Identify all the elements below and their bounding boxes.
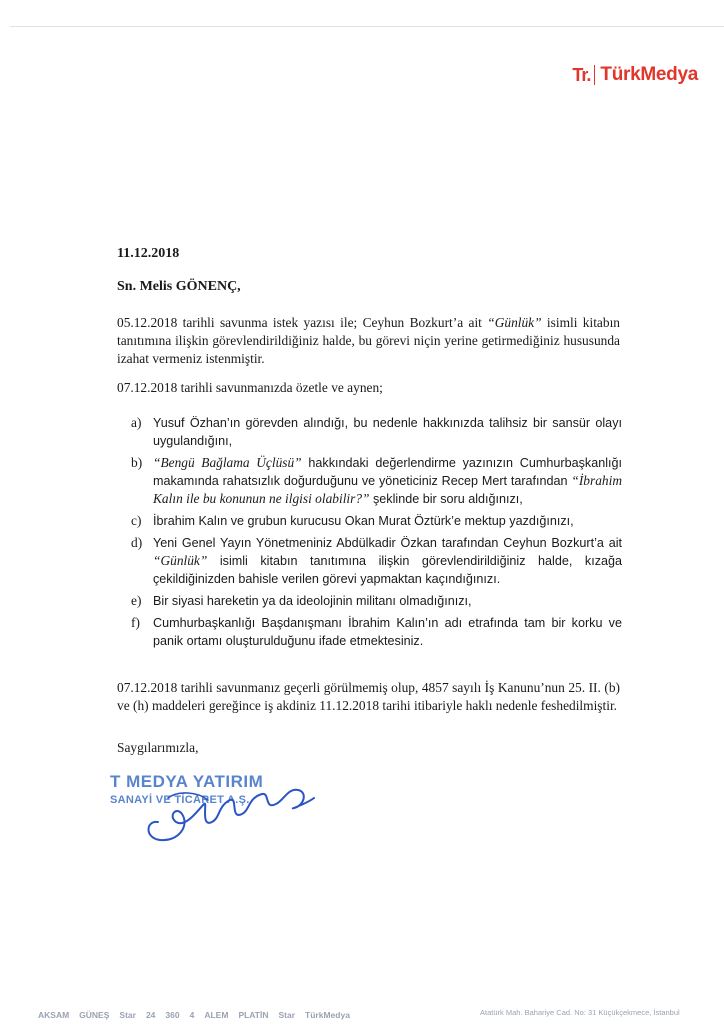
list-item — [117, 614, 622, 650]
stamp-line-1: T MEDYA YATIRIM — [110, 772, 264, 791]
brand-4-logo: 4 — [189, 1010, 195, 1020]
stamp-line-2: SANAYİ VE TİCARET A.Ş. — [110, 794, 250, 806]
brand-star-logo: Star — [119, 1010, 136, 1020]
brand-star-gazetesi-logo: Star — [278, 1010, 296, 1020]
list-item-text: Bir siyasi hareketin ya da ideolojinin militanı olmadığınızı, — [153, 594, 472, 608]
list-item-italic: “Bengü Bağlama Üçlüsü” — [153, 455, 302, 470]
paragraph-1 — [117, 314, 620, 368]
letter-salutation: Sn. Melis GÖNENÇ, — [117, 279, 241, 294]
brand-360-logo: 360 — [165, 1010, 180, 1020]
closing-phrase: Saygılarımızla, — [117, 740, 199, 755]
brand-gunes-logo: GÜNEŞ — [79, 1010, 110, 1020]
footer-brand-logos — [38, 1010, 350, 1020]
list-marker: d) — [131, 535, 143, 550]
brand-turkmedya-logo: TürkMedya — [305, 1010, 350, 1020]
p1-text-c: isimli kitabın tanıtımına ilişkin görevlendirildiğiniz halde, bu görevi niçin yerine getirmediğiniz hususunda izahat vermeniz istenmiştir. — [117, 315, 620, 366]
list-marker: b) — [131, 455, 143, 470]
list-marker: f) — [131, 615, 140, 630]
list-marker: a) — [131, 415, 142, 430]
p1-text-a: 05.12.2018 tarihli savunma istek yazısı ile; Ceyhun Bozkurt’a ait — [117, 315, 488, 330]
list-item — [117, 592, 622, 610]
logo-mark: Tr. — [572, 64, 591, 85]
footer-address: Atatürk Mah. Bahariye Cad. No: 31 Küçükçekmece, İstanbul — [480, 1008, 680, 1017]
brand-aksam-logo: AKSAM — [38, 1010, 70, 1020]
footer-bar — [0, 1004, 724, 1024]
paragraph-3: 07.12.2018 tarihli savunmanız geçerli görülmemiş olup, 4857 sayılı İş Kanunu’nun 25. II. (b) ve (h) maddeleri gereğince iş akdiniz 11.12.2018 tarihi itibariyle haklı nedenle feshedilmiştir. — [117, 680, 620, 713]
list-marker: c) — [131, 513, 142, 528]
letter-date: 11.12.2018 — [117, 246, 180, 261]
list-item-text: Cumhurbaşkanlığı Başdanışmanı İbrahim Kalın’ın adı etrafında tam bir korku ve panik ortamı oluşturulduğunu ifade etmektesiniz. — [153, 616, 622, 648]
p1-book-title: “Günlük” — [487, 315, 542, 330]
list-item-text: isimli kitabın tanıtımına ilişkin görevlendirildiğiniz halde, kızağa çekildiğinizden bahisle verilen görevi yapmaktan kaçındığınızı. — [153, 554, 622, 586]
list-item — [117, 534, 622, 588]
defense-summary-list — [117, 414, 622, 654]
brand-alem-logo: ALEM — [204, 1010, 229, 1020]
list-item-text: Yeni Genel Yayın Yönetmeniniz Abdülkadir Özkan tarafından Ceyhun Bozkurt’a ait — [153, 536, 622, 550]
list-item-italic: “İbrahim Kalın ile bu konunun ne ilgisi olabilir?” — [153, 473, 622, 506]
list-item-text: İbrahim Kalın ve grubun kurucusu Okan Murat Öztürk’e mektup yazdığınızı, — [153, 514, 574, 528]
list-item-text: şeklinde bir soru aldığınızı, — [369, 492, 523, 506]
list-item — [117, 512, 622, 530]
top-rule — [10, 26, 724, 27]
brand-24-logo: 24 — [145, 1010, 156, 1020]
brand-platin-logo: PLATİN — [238, 1010, 269, 1020]
list-marker: e) — [131, 593, 142, 608]
paragraph-2: 07.12.2018 tarihli savunmanızda özetle ve aynen; — [117, 380, 383, 395]
handwritten-signature — [138, 770, 328, 850]
turkmedya-logo — [572, 64, 698, 86]
list-item-italic: “Günlük” — [153, 553, 208, 568]
logo-text: TürkMedya — [600, 64, 698, 85]
list-item — [117, 454, 622, 508]
list-item-text: Yusuf Özhan’ın görevden alındığı, bu nedenle hakkınızda talihsiz bir sansür olayı uygulandığını, — [153, 416, 622, 448]
logo-separator — [594, 65, 595, 85]
list-item — [117, 414, 622, 450]
list-item-text: hakkındaki değerlendirme yazınızın Cumhurbaşkanlığı makamında rahatsızlık doğurduğunu ve yöneticiniz Recep Mert tarafından — [153, 456, 622, 488]
